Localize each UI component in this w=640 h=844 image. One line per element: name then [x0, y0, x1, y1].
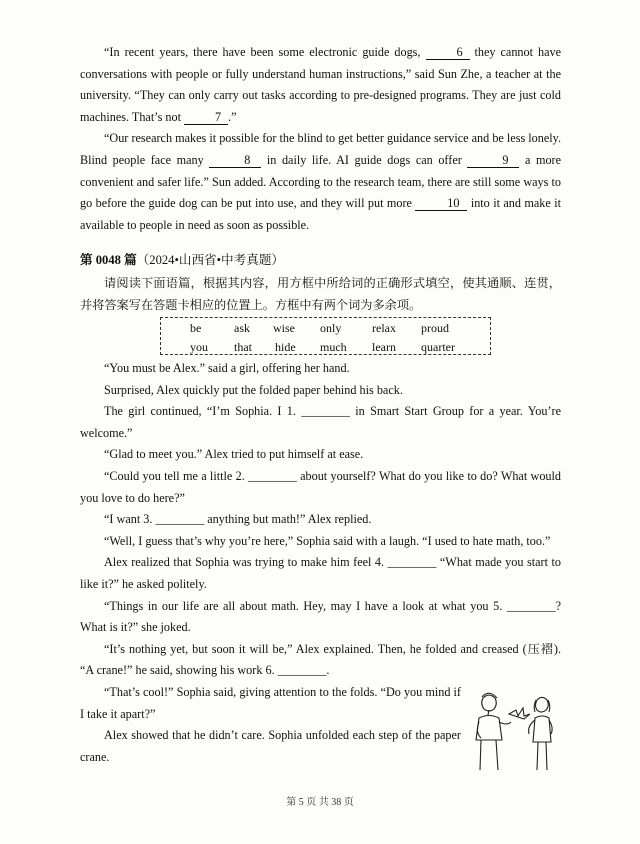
blank-10: 10	[415, 197, 467, 211]
heading-source: （2024•山西省•中考真题）	[136, 253, 285, 267]
paragraph-1: “In recent years, there have been some electronic guide dogs, 6 they cannot have conversations with people or fully understand human instructions,” said Sun Zhe, a teacher at the university. “They can only carry out tasks according to pre-designed programs. They are just cold machines. That’s not 7 .”	[80, 45, 562, 124]
word: much	[320, 340, 347, 354]
story-line: Surprised, Alex quickly put the folded paper behind his back.	[104, 382, 403, 397]
blank-6: 6	[426, 46, 470, 60]
page-footer: 第 5 页 共 38 页	[286, 797, 354, 808]
story-line: “You must be Alex.” said a girl, offering her hand.	[104, 361, 350, 375]
story-line: “It’s nothing yet, but soon it will be,” Alex explained. Then, he folded and creased (压褶). “A crane!” he said, showing his work 6. ________.	[80, 641, 561, 678]
word-box	[160, 317, 491, 355]
word: only	[320, 321, 342, 335]
story-line: Alex showed that he didn’t care. Sophia unfolded each step of the paper crane.	[80, 728, 461, 764]
story-line: “Well, I guess that’s why you’re here,” Sophia said with a laugh. “I used to hate math, too.”	[104, 533, 551, 548]
story-line: The girl continued, “I’m Sophia. I 1. ________ in Smart Start Group for a year. You’re welcome.”	[80, 404, 561, 440]
word: ask	[234, 321, 250, 335]
story-line: “Glad to meet you.” Alex tried to put himself at ease.	[104, 447, 364, 462]
story-line: Alex realized that Sophia was trying to make him feel 4. ________ “What made you start to like it?” he asked politely.	[80, 555, 561, 591]
blank-7: 7	[184, 111, 228, 125]
word: quarter	[421, 340, 455, 354]
word: wise	[273, 321, 295, 335]
story-line: “Could you tell me a little 2. ________ about yourself? What do you like to do? What would you love to do here?”	[80, 468, 561, 505]
word: hide	[275, 340, 296, 354]
paper-crane	[509, 708, 530, 719]
word: learn	[372, 340, 396, 354]
word: proud	[421, 321, 449, 335]
word: you	[190, 340, 208, 354]
blank-8: 8	[209, 154, 261, 168]
boy-figure	[482, 695, 497, 711]
word: be	[190, 321, 202, 335]
word: that	[234, 340, 252, 354]
girl-figure	[536, 698, 549, 713]
story-line: “Things in our life are all about math. Hey, may I have a look at what you 5. ________? What is it?” she joked.	[80, 598, 561, 635]
blank-9: 9	[467, 154, 519, 168]
story-line: “I want 3. ________ anything but math!” Alex replied.	[104, 512, 372, 527]
story-line: “That’s cool!” Sophia said, giving attention to the folds. “Do you mind if I take it apart?”	[80, 684, 461, 721]
illustration-kids-crane	[465, 688, 565, 776]
paragraph-2: “Our research makes it possible for the blind to get better guidance service and be less lonely. Blind people face many 8 in daily life. AI guide dogs can offer 9 a more convenient and safer life.” Sun added. According to the research team, there are still some ways to go before the guide dog can be put into use, and they will put more 10 into it and make it available to people in need as soon as possible.	[80, 131, 562, 232]
word: relax	[372, 321, 396, 335]
instruction: 请阅读下面语篇，根据其内容，用方框中所给词的正确形式填空，使其通顺、连贯，并将答案写在答题卡相应的位置上。方框中有两个词为多余项。	[80, 276, 561, 312]
passage-top	[80, 42, 561, 236]
section-heading	[80, 250, 561, 270]
heading-number: 第 0048 篇	[80, 253, 137, 267]
